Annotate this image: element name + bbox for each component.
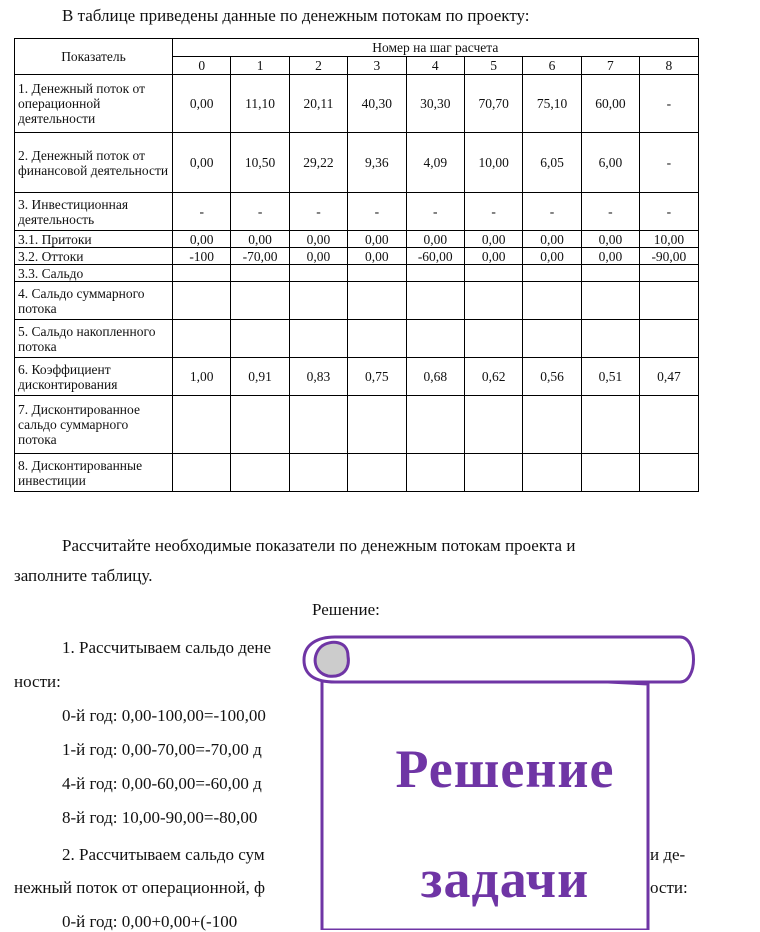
table-cell (348, 320, 406, 358)
table-row (15, 265, 699, 282)
table-row (15, 193, 699, 231)
step2-text-cont: нежный поток от операционной, ф (14, 878, 265, 897)
table-cell: -100 (173, 248, 231, 265)
row-label: 3.2. Оттоки (15, 248, 173, 265)
table-cell: - (173, 193, 231, 231)
table-cell (406, 265, 464, 282)
table-cell: -90,00 (640, 248, 699, 265)
table-cell: 1,00 (173, 358, 231, 396)
table-cell: - (640, 193, 699, 231)
table-cell: 0,56 (523, 358, 581, 396)
table-cell: 70,70 (464, 75, 522, 133)
table-row (15, 358, 699, 396)
table-cell: - (289, 193, 347, 231)
table-cell: 0,00 (173, 231, 231, 248)
table-cell: 0,00 (581, 231, 639, 248)
table-cell: - (640, 133, 699, 193)
table-cell (173, 454, 231, 492)
row-label: 8. Дисконтированные инвестиции (15, 454, 173, 492)
table-cell: - (231, 193, 289, 231)
table-cell (523, 454, 581, 492)
table-cell: 11,10 (231, 75, 289, 133)
table-cell (464, 454, 522, 492)
solution-heading: Решение: (312, 600, 380, 619)
step-header-4: 4 (406, 57, 464, 75)
table-cell (289, 265, 347, 282)
row-label: 2. Денежный поток от финансовой деятельности (15, 133, 173, 193)
table-cell (464, 396, 522, 454)
table-cell: 0,00 (173, 75, 231, 133)
banner-line-1: Решение (395, 739, 615, 799)
row-label: 4. Сальдо суммарного потока (15, 282, 173, 320)
table-cell (640, 282, 699, 320)
table-cell: 0,00 (523, 248, 581, 265)
table-cell (348, 282, 406, 320)
step2-text-cont-right: ости: (650, 878, 688, 897)
table-cell (289, 320, 347, 358)
table-cell: 0,00 (581, 248, 639, 265)
table-cell: 10,00 (464, 133, 522, 193)
table-cell (464, 265, 522, 282)
table-cell: 60,00 (581, 75, 639, 133)
row-label: 6. Коэффициент дисконтирования (15, 358, 173, 396)
table-cell: -70,00 (231, 248, 289, 265)
row-label: 3.3. Сальдо (15, 265, 173, 282)
table-cell (464, 320, 522, 358)
table-cell (173, 265, 231, 282)
table-cell: - (406, 193, 464, 231)
table-cell (348, 454, 406, 492)
table-row (15, 248, 699, 265)
table-cell (581, 396, 639, 454)
table-cell: 6,00 (581, 133, 639, 193)
row-label: 3. Инвестиционная деятельность (15, 193, 173, 231)
table-cell (289, 282, 347, 320)
table-cell: -60,00 (406, 248, 464, 265)
table-cell (523, 396, 581, 454)
row-label: 3.1. Притоки (15, 231, 173, 248)
row-label: 7. Дисконтированное сальдо суммарного потока (15, 396, 173, 454)
calc-year-4: 4-й год: 0,00-60,00=-60,00 д (62, 774, 262, 793)
table-cell: - (464, 193, 522, 231)
table-cell: - (640, 75, 699, 133)
scroll-roll (304, 637, 694, 682)
scroll-curl (315, 642, 348, 676)
table-cell: 0,00 (348, 231, 406, 248)
table-cell (173, 396, 231, 454)
calc-sum-year-0: 0-й год: 0,00+0,00+(-100 (62, 912, 238, 931)
table-cell (289, 454, 347, 492)
table-row (15, 133, 699, 193)
step-header-5: 5 (464, 57, 522, 75)
table-cell (231, 320, 289, 358)
table-cell (581, 320, 639, 358)
calc-year-0: 0-й год: 0,00-100,00=-100,00 (62, 706, 266, 725)
table-cell: 0,00 (231, 231, 289, 248)
table-cell (640, 454, 699, 492)
table-cell: 40,30 (348, 75, 406, 133)
table-cell: 0,75 (348, 358, 406, 396)
step1-text: 1. Рассчитываем сальдо дене (62, 638, 272, 657)
table-cell: 4,09 (406, 133, 464, 193)
table-cell: 0,47 (640, 358, 699, 396)
table-cell: 30,30 (406, 75, 464, 133)
table-row (15, 396, 699, 454)
step-header-0: 0 (173, 57, 231, 75)
table-cell: 75,10 (523, 75, 581, 133)
table-cell (231, 282, 289, 320)
table-cell (464, 282, 522, 320)
task-line-2: заполните таблицу. (14, 566, 153, 585)
banner-line-2: задачи (420, 849, 590, 909)
table-cell (173, 282, 231, 320)
table-cell: 9,36 (348, 133, 406, 193)
table-cell: 0,00 (406, 231, 464, 248)
table-cell (640, 396, 699, 454)
indicator-header: Показатель (15, 39, 173, 75)
table-cell (348, 265, 406, 282)
table-cell (523, 265, 581, 282)
table-cell (581, 265, 639, 282)
table-cell: 29,22 (289, 133, 347, 193)
table-cell (406, 396, 464, 454)
table-cell (581, 454, 639, 492)
step-header-8: 8 (640, 57, 699, 75)
table-cell: 0,00 (523, 231, 581, 248)
table-cell: 0,83 (289, 358, 347, 396)
table-cell: - (348, 193, 406, 231)
table-cell: 0,51 (581, 358, 639, 396)
table-cell: - (581, 193, 639, 231)
table-row (15, 320, 699, 358)
table-cell (523, 282, 581, 320)
task-line-1: Рассчитайте необходимые показатели по денежным потокам проекта и (62, 536, 576, 555)
step-header-1: 1 (231, 57, 289, 75)
table-cell: 0,00 (348, 248, 406, 265)
table-cell: 6,05 (523, 133, 581, 193)
table-cell (231, 396, 289, 454)
table-cell (581, 282, 639, 320)
calc-year-8: 8-й год: 10,00-90,00=-80,00 (62, 808, 258, 827)
step2-text: 2. Рассчитываем сальдо сум (62, 845, 265, 864)
intro-text: В таблице приведены данные по денежным потокам по проекту: (62, 6, 530, 25)
table-cell (523, 320, 581, 358)
step2-text-right: и де- (650, 845, 686, 864)
cash-flow-table (14, 38, 699, 492)
table-cell: - (523, 193, 581, 231)
table-row (15, 75, 699, 133)
table-cell: 0,00 (289, 248, 347, 265)
table-cell (640, 265, 699, 282)
table-row (15, 454, 699, 492)
calc-year-1: 1-й год: 0,00-70,00=-70,00 д (62, 740, 262, 759)
table-cell (640, 320, 699, 358)
table-cell (406, 320, 464, 358)
step-header-7: 7 (581, 57, 639, 75)
table-cell: 20,11 (289, 75, 347, 133)
row-label: 1. Денежный поток от операционной деятельности (15, 75, 173, 133)
table-cell: 0,62 (464, 358, 522, 396)
table-cell (348, 396, 406, 454)
step-header-6: 6 (523, 57, 581, 75)
table-cell: 10,00 (640, 231, 699, 248)
table-cell: 10,50 (231, 133, 289, 193)
step1-text-cont: ности: (14, 672, 61, 691)
steps-header: Номер на шаг расчета (173, 39, 699, 57)
table-cell (289, 396, 347, 454)
table-cell: 0,00 (464, 231, 522, 248)
step-header-3: 3 (348, 57, 406, 75)
table-cell: 0,91 (231, 358, 289, 396)
table-cell (173, 320, 231, 358)
table-cell: 0,00 (464, 248, 522, 265)
table-row (15, 282, 699, 320)
row-label: 5. Сальдо накопленного потока (15, 320, 173, 358)
table-cell (406, 454, 464, 492)
table-cell (231, 454, 289, 492)
table-cell: 0,00 (289, 231, 347, 248)
table-row (15, 231, 699, 248)
table-cell: 0,00 (173, 133, 231, 193)
step-header-2: 2 (289, 57, 347, 75)
table-cell (231, 265, 289, 282)
table-cell (406, 282, 464, 320)
table-cell: 0,68 (406, 358, 464, 396)
